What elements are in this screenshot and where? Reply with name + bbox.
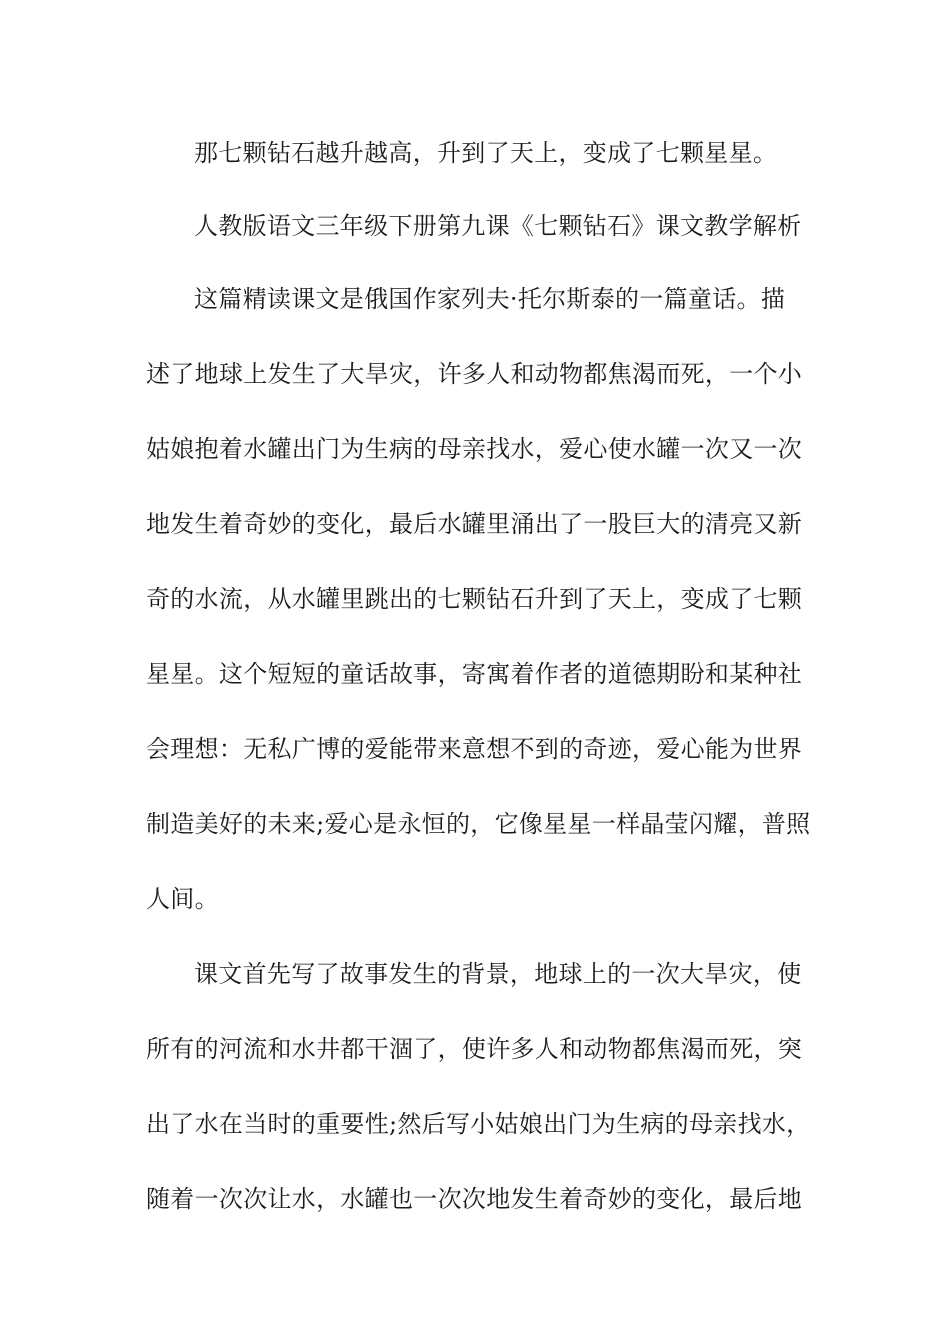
text-line: 那七颗钻石越升越高，升到了天上，变成了七颗星星。 [194, 139, 778, 167]
text-line: 出了水在当时的重要性;然后写小姑娘出门为生病的母亲找水， [146, 1110, 811, 1138]
text-line: 人间。 [146, 885, 219, 913]
text-line: 姑娘抱着水罐出门为生病的母亲找水，爱心使水罐一次又一次 [146, 435, 803, 463]
text-line: 会理想：无私广博的爱能带来意想不到的奇迹，爱心能为世界 [146, 735, 803, 763]
text-line: 地发生着奇妙的变化，最后水罐里涌出了一股巨大的清亮又新 [146, 510, 803, 538]
text-line: 制造美好的未来;爱心是永恒的，它像星星一样晶莹闪耀，普照 [146, 810, 811, 838]
text-line: 奇的水流，从水罐里跳出的七颗钻石升到了天上，变成了七颗 [146, 585, 803, 613]
text-line: 星星。这个短短的童话故事，寄寓着作者的道德期盼和某种社 [146, 660, 803, 688]
text-line: 随着一次次让水，水罐也一次次地发生着奇妙的变化，最后地 [146, 1185, 803, 1213]
text-line: 述了地球上发生了大旱灾，许多人和动物都焦渴而死，一个小 [146, 360, 803, 388]
text-line: 人教版语文三年级下册第九课《七颗钻石》课文教学解析 [194, 212, 802, 240]
text-line: 课文首先写了故事发生的背景，地球上的一次大旱灾，使 [194, 960, 802, 988]
text-line: 这篇精读课文是俄国作家列夫·托尔斯泰的一篇童话。描 [194, 285, 786, 313]
text-line: 所有的河流和水井都干涸了，使许多人和动物都焦渴而死，突 [146, 1035, 803, 1063]
